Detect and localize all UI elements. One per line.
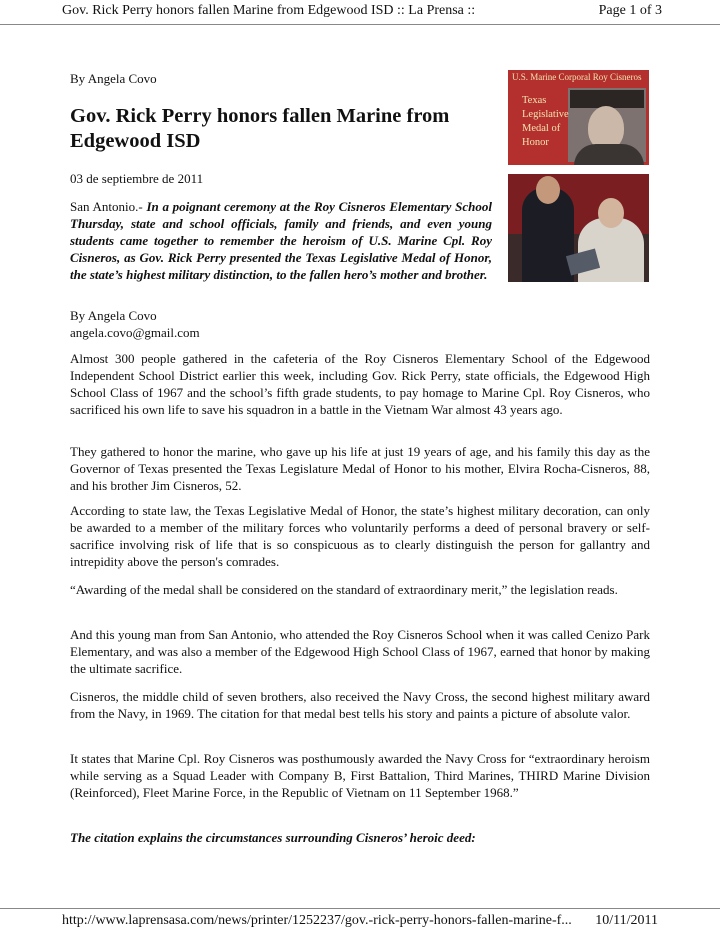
byline: By Angela Covo xyxy=(70,71,157,86)
caption-line: Honor xyxy=(522,137,549,148)
ceremony-photo xyxy=(508,174,649,282)
caption-line: Texas xyxy=(522,95,547,106)
paragraph-3: According to state law, the Texas Legislative Medal of Honor, the state’s highest military decoration, can only be awarded to a member of the military forces who voluntarily performs a deed of personal bravery or self-sacrifice involving risk of life that is so conspicuous as to clearly distinguish the person for gallantry and intrepidity above the person's comrades. xyxy=(70,503,650,569)
footer-date: 10/11/2011 xyxy=(595,913,658,928)
caption-line: Legislative xyxy=(522,109,569,120)
elder-head xyxy=(598,198,624,228)
photo-slide-caption xyxy=(522,94,569,150)
paragraph-1: Almost 300 people gathered in the cafeteria of the Roy Cisneros Elementary School of the Edgewood Independent School District earlier this week, including Gov. Rick Perry, state officials, the Edgewood High School Class of 1967 and the school’s fifth grade students, to pay homage to Marine Cpl. Roy Cisneros, who sacrificed his own life to save his squadron in a battle in the Vietnam War almost 43 years ago. xyxy=(70,351,650,417)
paragraph-6: Cisneros, the middle child of seven brothers, also received the Navy Cross, the second highest military award from the Navy, in 1969. The citation for that medal best tells his story and paints a picture of absolute valor. xyxy=(70,689,650,721)
paragraph-2: They gathered to honor the marine, who gave up his life at just 19 years of age, and his family this day as the Governor of Texas presented the Texas Legislature Medal of Honor to his mother, Elvira Rocha-Cisneros, 88, and his brother Jim Cisneros, 52. xyxy=(70,444,650,493)
governor-head xyxy=(536,176,560,204)
author-name: By Angela Covo xyxy=(70,308,157,323)
paragraph-5: And this young man from San Antonio, who attended the Roy Cisneros School when it was called Cenizo Park Elementary, and was also a member of the Edgewood High School Class of 1967, earned that honor by making the ultimate sacrifice. xyxy=(70,627,650,676)
intro-location: San Antonio.- xyxy=(70,199,147,214)
paragraph-7: It states that Marine Cpl. Roy Cisneros was posthumously awarded the Navy Cross for “extraordinary heroism while serving as a Squad Leader with Company B, First Battalion, Third Marines, THIRD Marine Division (Reinforced), Fleet Marine Force, in the Republic of Vietnam on 11 September 1968.” xyxy=(70,751,650,800)
photo-slide-title: U.S. Marine Corporal Roy Cisneros xyxy=(512,72,642,82)
print-header xyxy=(0,0,720,25)
citation-lead: The citation explains the circumstances surrounding Cisneros’ heroic deed: xyxy=(70,830,476,845)
article-title: Gov. Rick Perry honors fallen Marine from Edgewood ISD xyxy=(70,105,450,152)
author-email[interactable]: angela.covo@gmail.com xyxy=(70,325,200,340)
header-title: Gov. Rick Perry honors fallen Marine from Edgewood ISD :: La Prensa :: xyxy=(62,3,476,18)
author-block xyxy=(70,307,492,341)
paragraph-4: “Awarding of the medal shall be considered on the standard of extraordinary merit,” the legislation reads. xyxy=(70,582,618,597)
article-date: 03 de septiembre de 2011 xyxy=(70,171,204,186)
intro-summary: In a poignant ceremony at the Roy Cisneros Elementary School Thursday, state and school officials, family and friends, and even young students came together to remember the heroism of U.S. Marine Cpl. Roy Cisneros, as Gov. Rick Perry presented the Texas Legislative Medal of Honor, the state’s highest military distinction, to the fallen hero’s mother and brother. xyxy=(70,199,492,282)
portrait-shoulders xyxy=(574,144,644,165)
caption-line: Medal of xyxy=(522,123,561,134)
cisneros-portrait-photo xyxy=(508,70,649,165)
page-number: Page 1 of 3 xyxy=(598,3,662,18)
print-footer xyxy=(0,908,720,933)
footer-url: http://www.laprensasa.com/news/printer/1252237/gov.-rick-perry-honors-fallen-marine-f... xyxy=(62,913,572,928)
article-intro xyxy=(70,198,492,283)
